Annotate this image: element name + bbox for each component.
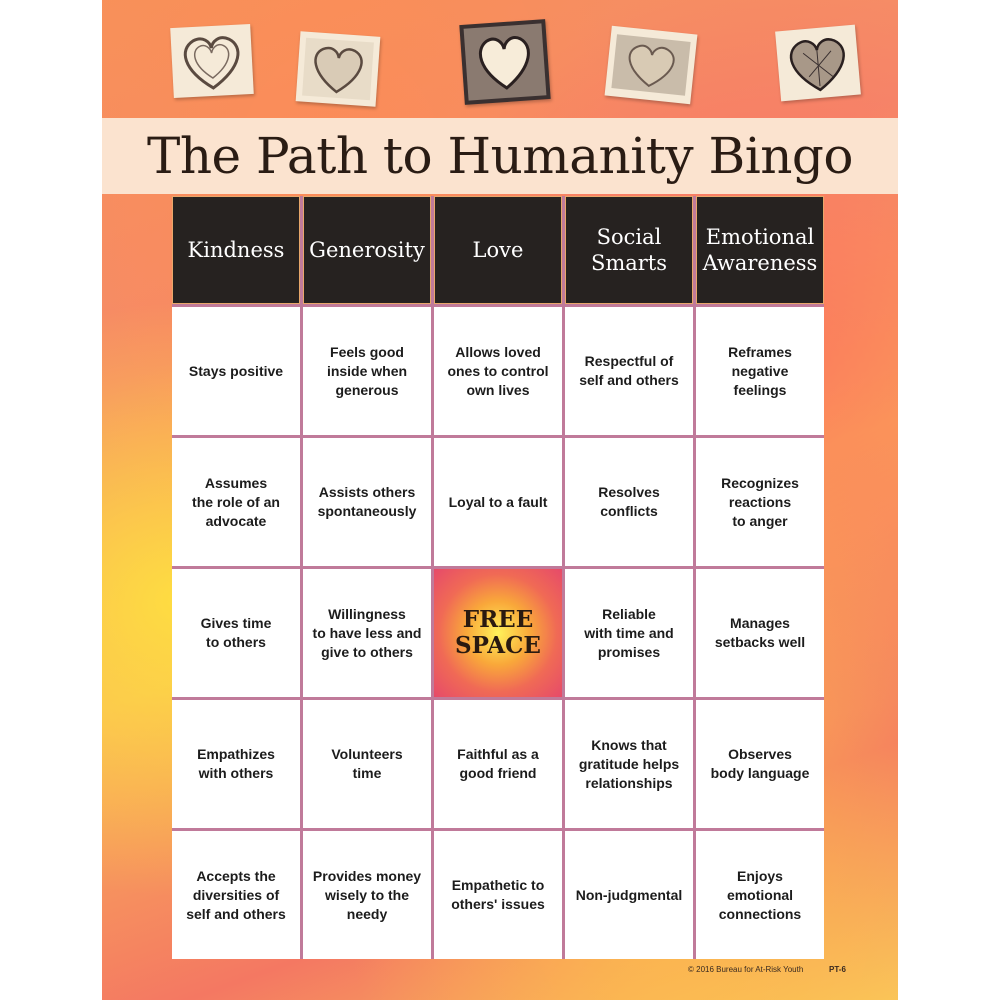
bingo-cell[interactable]: Observes body language [696,700,824,828]
bingo-cell[interactable]: Assists others spontaneously [303,438,431,566]
column-header-social-smarts: Social Smarts [565,196,693,304]
bingo-cell[interactable]: Stays positive [172,307,300,435]
heart-doodle-icon [459,19,550,105]
bingo-cell[interactable]: Respectful of self and others [565,307,693,435]
bingo-cell[interactable]: Empathizes with others [172,700,300,828]
free-space-cell[interactable]: FREE SPACE [434,569,562,697]
column-header-emotional-awareness: Emotional Awareness [696,196,824,304]
bingo-cell[interactable]: Provides money wisely to the needy [303,831,431,959]
bingo-card [172,196,824,959]
heart-sketch-icon [296,31,381,106]
bingo-cell[interactable]: Reframes negative feelings [696,307,824,435]
bingo-cell[interactable]: Knows that gratitude helps relationships [565,700,693,828]
copyright-text: © 2016 Bureau for At-Risk Youth [688,965,804,974]
bingo-cell[interactable]: Manages setbacks well [696,569,824,697]
column-header-love: Love [434,196,562,304]
bingo-cell[interactable]: Resolves conflicts [565,438,693,566]
bingo-cell[interactable]: Empathetic to others' issues [434,831,562,959]
bingo-poster [102,0,898,1000]
bingo-cell[interactable]: Reliable with time and promises [565,569,693,697]
bingo-cell[interactable]: Accepts the diversities of self and others [172,831,300,959]
heart-sketch-icon [605,26,698,105]
bingo-cell[interactable]: Enjoys emotional connections [696,831,824,959]
bingo-cell[interactable]: Allows loved ones to control own lives [434,307,562,435]
bingo-cell[interactable]: Assumes the role of an advocate [172,438,300,566]
bingo-cell[interactable]: Willingness to have less and give to others [303,569,431,697]
page-title: The Path to Humanity Bingo [146,127,854,185]
column-header-kindness: Kindness [172,196,300,304]
heart-sketch-icon [170,24,254,98]
bingo-cell[interactable]: Recognizes reactions to anger [696,438,824,566]
bingo-cell[interactable]: Loyal to a fault [434,438,562,566]
bingo-cell[interactable]: Non-judgmental [565,831,693,959]
column-header-generosity: Generosity [303,196,431,304]
title-band [102,118,898,194]
bingo-cell[interactable]: Feels good inside when generous [303,307,431,435]
bingo-cell[interactable]: Volunteers time [303,700,431,828]
page-code: PT-6 [829,965,846,974]
bingo-cell[interactable]: Faithful as a good friend [434,700,562,828]
bingo-cell[interactable]: Gives time to others [172,569,300,697]
heart-sketch-icon [775,25,861,102]
